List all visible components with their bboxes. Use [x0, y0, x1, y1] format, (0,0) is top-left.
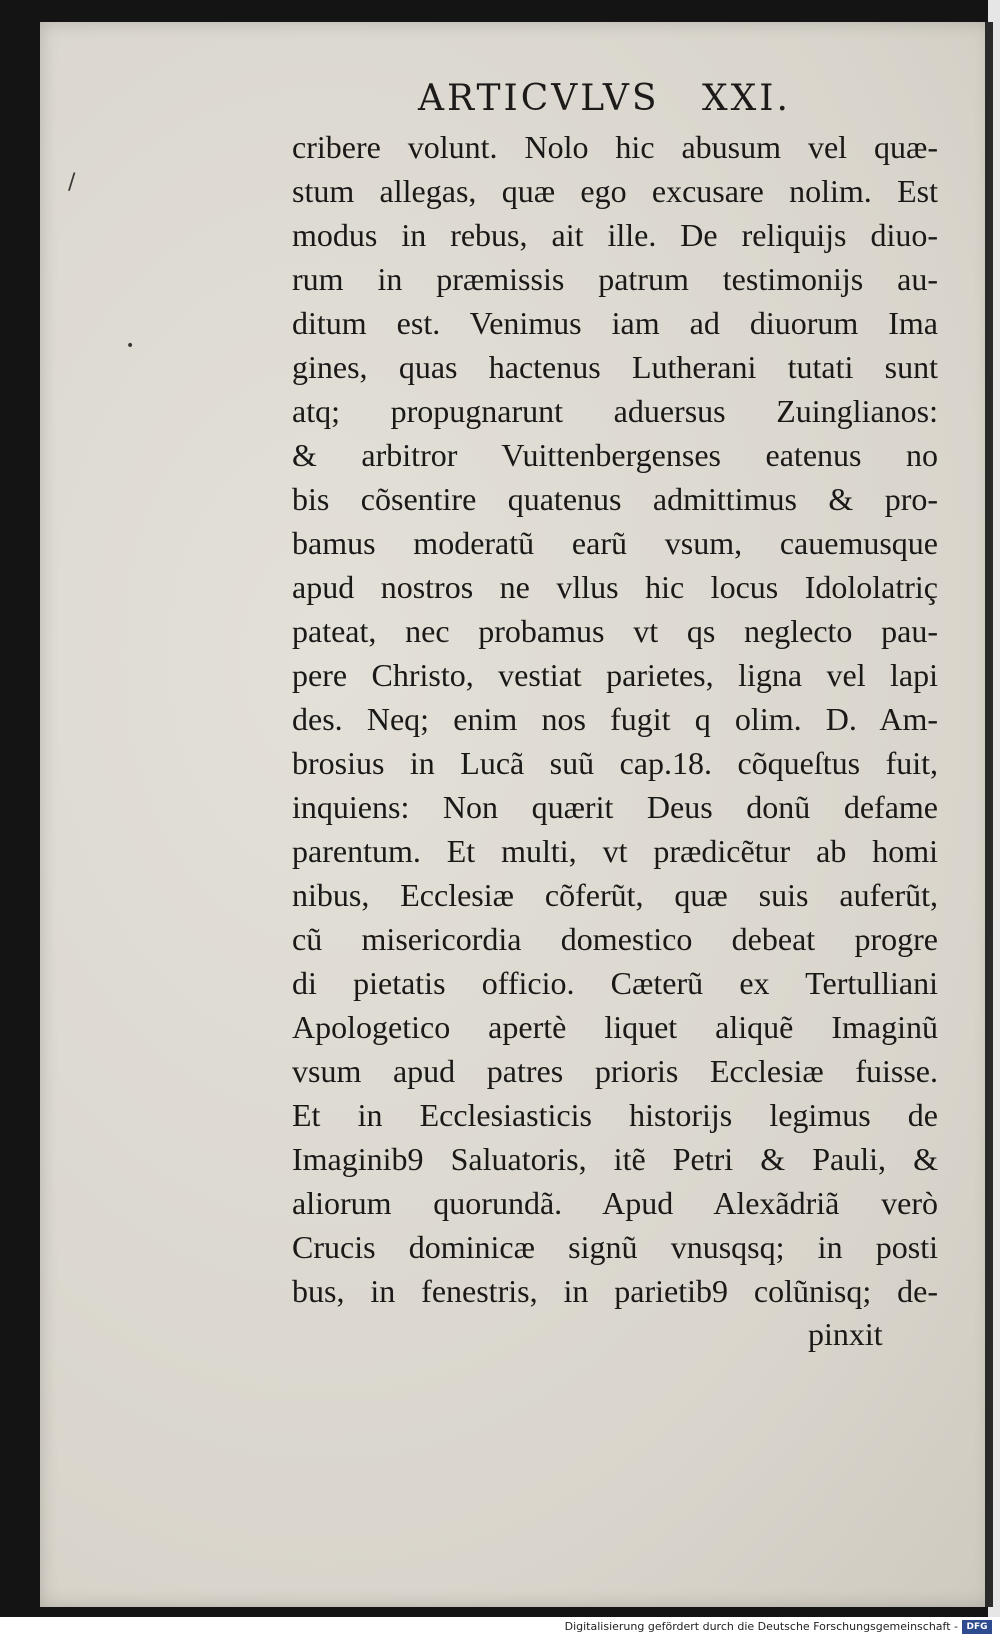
- body-text: [292, 125, 938, 1313]
- text-line: Crucis dominicæ signũ vnusqsq; in posti: [292, 1229, 938, 1265]
- text-line: apud nostros ne vllus hic locus Idololatriç: [292, 569, 938, 605]
- running-head-title: ARTICVLVS: [418, 78, 660, 119]
- text-line: des. Neq; enim nos fugit q olim. D. Am-: [292, 701, 938, 737]
- text-line: atq; propugnarunt aduersus Zuinglianos:: [292, 393, 938, 429]
- text-line: Imaginib9 Saluatoris, itẽ Petri & Pauli, &: [292, 1141, 938, 1177]
- text-line: Apologetico apertè liquet aliquẽ Imaginũ: [292, 1009, 938, 1045]
- running-head: [418, 78, 838, 119]
- text-line: cũ misericordia domestico debeat progre: [292, 921, 938, 957]
- text-line: bis cõsentire quatenus admittimus & pro-: [292, 481, 938, 517]
- text-line: brosius in Lucã suũ cap.18. cõqueſtus fuit,: [292, 745, 938, 781]
- text-line: nibus, Ecclesiæ cõferũt, quæ suis auferũt,: [292, 877, 938, 913]
- text-line: aliorum quorundã. Apud Alexãdriã verò: [292, 1185, 938, 1221]
- text-line: pere Christo, vestiat parietes, ligna vel lapi: [292, 657, 938, 693]
- footer-credit: Digitalisierung gefördert durch die Deutsche Forschungsgemeinschaft -: [564, 1620, 958, 1633]
- text-line: parentum. Et multi, vt prædicẽtur ab homi: [292, 833, 938, 869]
- page-edge: [985, 22, 993, 1607]
- margin-mark-1: /: [68, 170, 76, 195]
- dfg-logo: DFG: [962, 1620, 992, 1634]
- margin-mark-2: •: [126, 338, 135, 354]
- text-line: bus, in fenestris, in parietib9 colũnisq; de-: [292, 1273, 938, 1309]
- running-head-number: XXI.: [702, 78, 791, 119]
- text-line: ditum est. Venimus iam ad diuorum Ima: [292, 305, 938, 341]
- text-line: & arbitror Vuittenbergenses eatenus no: [292, 437, 938, 473]
- text-line: Et in Ecclesiasticis historijs legimus de: [292, 1097, 938, 1133]
- text-line: rum in præmissis patrum testimonijs au-: [292, 261, 938, 297]
- text-line: modus in rebus, ait ille. De reliquijs diuo-: [292, 217, 938, 253]
- text-line: bamus moderatũ earũ vsum, cauemusque: [292, 525, 938, 561]
- text-line: cribere volunt. Nolo hic abusum vel quæ-: [292, 129, 938, 165]
- text-line: stum allegas, quæ ego excusare nolim. Est: [292, 173, 938, 209]
- text-line: vsum apud patres prioris Ecclesiæ fuisse.: [292, 1053, 938, 1089]
- catchword: pinxit: [808, 1316, 883, 1352]
- text-line: inquiens: Non quærit Deus donũ defame: [292, 789, 938, 825]
- text-line: di pietatis officio. Cæterũ ex Tertulliani: [292, 965, 938, 1001]
- text-line: gines, quas hactenus Lutherani tutati sunt: [292, 349, 938, 385]
- text-line: pateat, nec probamus vt qs neglecto pau-: [292, 613, 938, 649]
